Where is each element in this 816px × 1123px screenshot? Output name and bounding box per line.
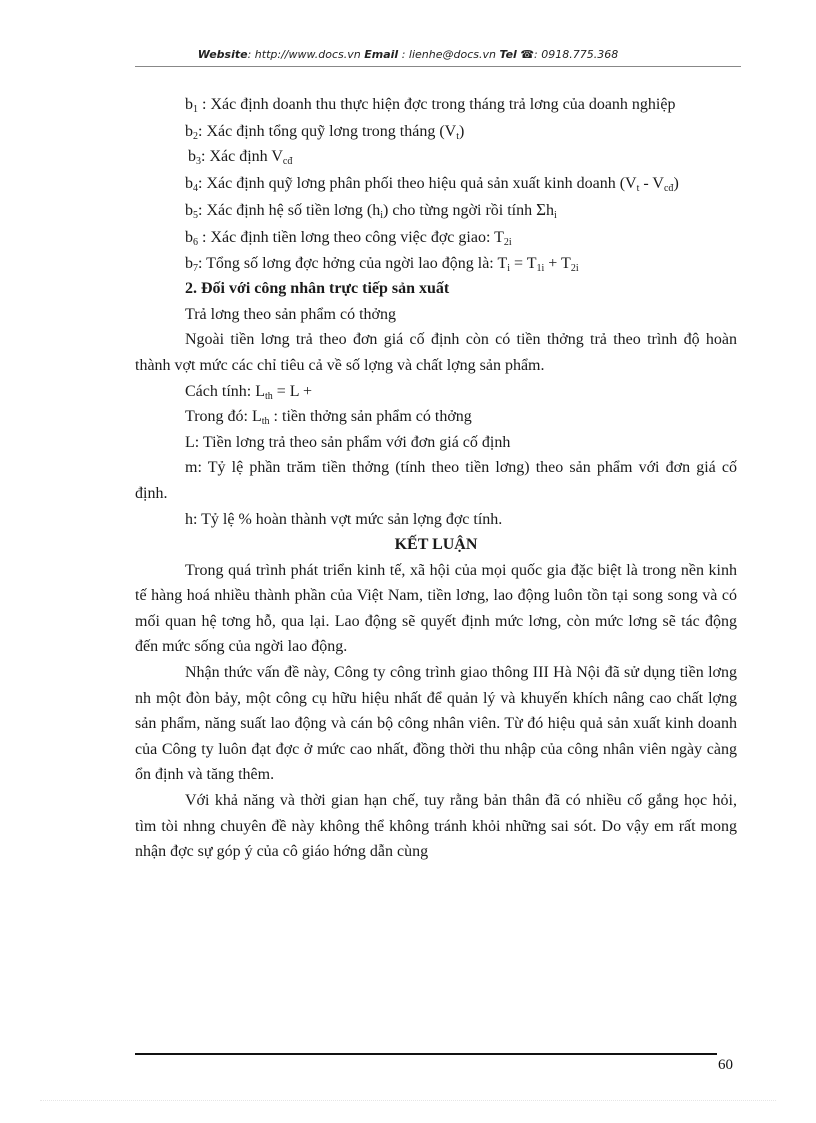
email-label: Email [364,48,399,61]
ngoai-paragraph: Ngoài tiền lơng trả theo đơn giá cố định còn có tiền thởng trả theo trình độ hoàn thành vợt mức các chỉ tiêu cả về số lợng và chất lợng sản phẩm. [135,331,737,374]
tel-label: Tel [499,48,517,61]
step-b5: $b_5$: Xác định hệ số tiền lơng $(h_i)$ cho từng ngời rồi tính $\Sigma h_i$ [185,200,557,222]
website-url: : http://www.docs.vn [247,48,365,61]
header-rule [135,66,741,67]
conclusion-paragraph-2: Nhận thức vấn đề này, Công ty công trình giao thông III Hà Nội đã sử dụng tiền lơng nh một đòn bảy, một công cụ hữu hiệu nhất để quản lý và khuyến khích nâng cao chất lợng sản phẩm, năng suất lao động và cán bộ công nhân viên. Từ đó hiệu quả sản xuất kinh doanh của Công ty luôn đạt đợc ở mức cao nhất, đồng thời thu nhập của công nhân viên ngày càng ổn định và tăng thêm. [135,664,737,784]
bottom-dotted-line [40,1100,776,1101]
section-heading: 2. Đối với công nhân trực tiếp sản xuất [185,280,450,298]
formula-line: Cách tính: $L_{th} = L$ + [185,382,312,402]
l-definition: L: Tiền lơng trả theo sản phẩm với đơn giá cố định [185,433,511,451]
tra-luong-line: Trả lơng theo sản phẩm có thởng [185,305,396,323]
page-number: 60 [718,1057,733,1073]
email-address: : lienhe@docs.vn [398,48,500,61]
tel-number: : 0918.775.368 [534,48,619,61]
step-b4: $b_4$: Xác định quỹ lơng phân phối theo hiệu quả sản xuất kinh doanh $(V_t - V_{cđ})$ [185,174,679,194]
trong-do-line: Trong đó: $L_{th}$ : tiền thởng sản phẩm có thởng [185,408,472,428]
phone-icon: ☎ [520,48,535,61]
step-b1: $b_1$ : Xác định doanh thu thực hiện đợc trong tháng trả lơng của doanh nghiệp [185,96,676,115]
h-definition: h: Tỷ lệ % hoàn thành vợt mức sản lợng đợc tính. [185,510,503,528]
step-b2: $b_2$: Xác định tổng quỹ lơng trong tháng $(V_t)$ [185,122,465,142]
footer-rule [135,1053,717,1055]
website-label: Website [197,48,248,61]
step-b6: $b_6$ : Xác định tiền lơng theo công việc đợc giao: $T_{2i}$ [185,228,512,248]
step-b7: $b_7$: Tổng số lơng đợc hởng của ngời lao động là: $T_i = T_{1i} + T_{2i}$ [185,254,579,274]
step-b3: $b_3$: Xác định $V_{cđ}$ [188,148,293,168]
m-definition: m: Tỷ lệ phần trăm tiền thởng (tính theo tiền lơng) theo sản phẩm với đơn giá cố định. [135,459,737,502]
conclusion-paragraph-3: Với khả năng và thời gian hạn chế, tuy rằng bản thân đã có nhiều cố gắng học hỏi, tìm tòi nhng chuyên đề này không thể không tránh khỏi những sai sót. Do vậy em rất mong nhận đợc sự góp ý của cô giáo hớng dẫn cùng [135,792,737,861]
page-header [0,48,816,61]
document-body [135,92,737,865]
conclusion-paragraph-1: Trong quá trình phát triển kinh tế, xã hội của mọi quốc gia đặc biệt là trong nền kinh tế hàng hoá nhiều thành phần của Việt Nam, tiền lơng, lao động luôn tồn tại song song và có mối quan hệ tơng hỗ, qua lại. Lao động sẽ quyết định mức lơng, còn mức lơng sẽ tác động đến mức sống của ngời lao động. [135,561,737,656]
ket-luan-title: KẾT LUẬN [394,536,478,554]
sigma-symbol: Σ [536,200,547,220]
